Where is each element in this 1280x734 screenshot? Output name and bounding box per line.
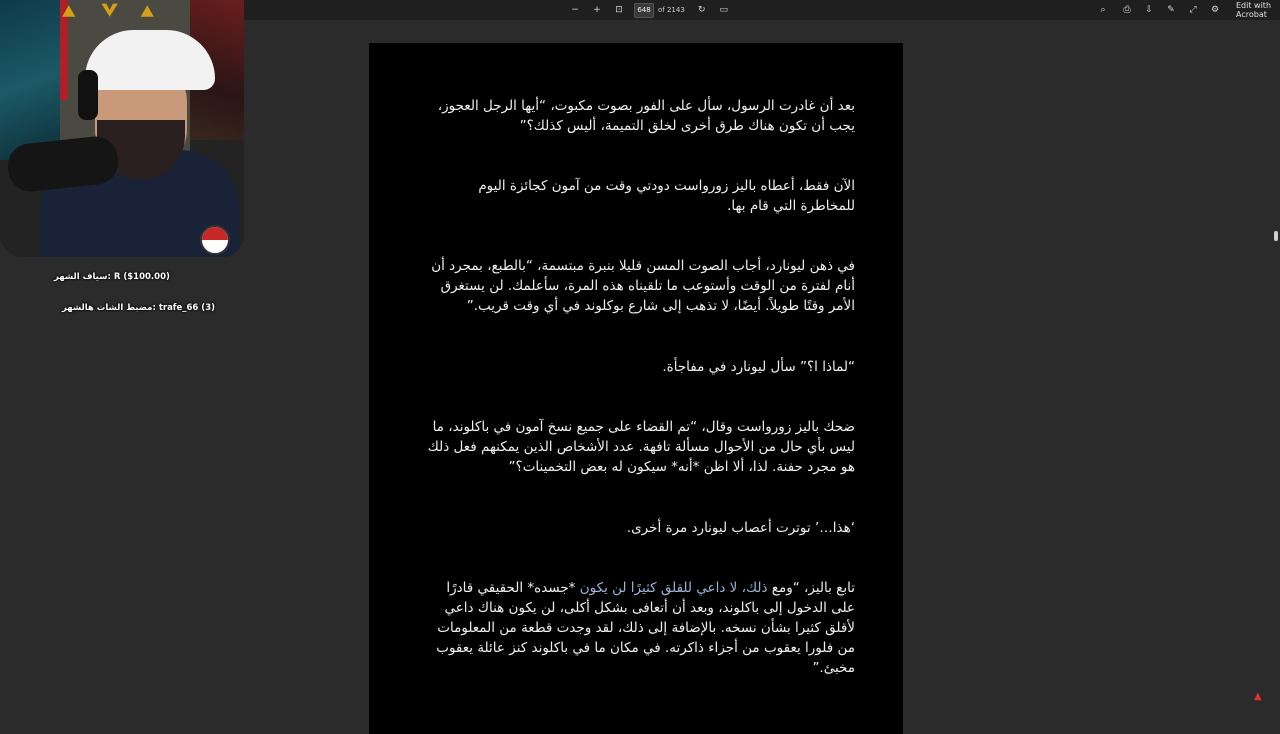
top-donor-label: R ($100.00) :سياف الشهر <box>54 272 170 282</box>
paragraph-last <box>421 578 855 678</box>
paragraph-text: تابع باليز، “ومع <box>767 580 855 596</box>
expand-icon[interactable]: ⤢ <box>1189 5 1197 15</box>
zoom-in-icon[interactable]: + <box>593 5 601 15</box>
rotate-icon[interactable]: ↻ <box>698 5 706 15</box>
export-icon[interactable]: ⇩ <box>1145 5 1153 15</box>
paragraph: في ذهن ليونارد، أجاب الصوت المسن قليلا بنبرة مبتسمة، “بالطبع، بمجرد أن أنام لفترة من الوقت وأستوعب ما تلقيناه هذه المرة، سأعلمك. لن يستغرق الأمر وقتًا طويلاً. أيضًا، لا تذهب إلى شارع بوكلوند في أي وقت قريب.” <box>431 258 855 314</box>
webcam-overlay <box>0 0 244 257</box>
pdf-page <box>369 43 903 734</box>
paragraph: “لماذا ا؟” سأل ليونارد في مفاجأة. <box>662 359 855 375</box>
print-icon[interactable]: ⎙ <box>1123 5 1131 15</box>
headphone <box>78 70 98 120</box>
paragraph: ‘هذا…’ توترت أعصاب ليونارد مرة أخرى. <box>626 520 855 536</box>
search-icon[interactable]: ⌕ <box>1100 5 1106 15</box>
page-number-input[interactable] <box>634 3 654 18</box>
paragraph: بعد أن غادرت الرسول، سأل على الفور بصوت مكبوت، “أيها الرجل العجوز، يجب أن تكون هناك طرق أخرى لخلق التميمة، أليس كذلك؟” <box>437 98 855 134</box>
page-total: of 2143 <box>658 6 685 14</box>
edit-with-acrobat-button[interactable]: Edit with Acrobat <box>1236 1 1272 19</box>
top-chatter-label: trafe_66 (3) :مضبط الشات هالشهر <box>62 303 215 313</box>
page-view-icon[interactable]: ▭ <box>719 5 729 15</box>
paragraph-text: *جسده* الحقيقي قادرًا على الدخول إلى باكلوند، وبعد أن أتعافى بشكل أكلى، لن يكون هناك داعي لأقلق كثيرا بشأن نسخه. بالإضافة إلى ذلك، لقد وجدت قطعة من المعلومات من فلورا يعقوب من أجزاء ذاكرته. في مكان ما في باكلوند كنز عائلة يعقوب مخبئ.” <box>436 580 855 676</box>
scrollbar-thumb[interactable] <box>1274 231 1278 241</box>
settings-icon[interactable]: ⚙ <box>1210 5 1220 15</box>
person-cap <box>85 30 215 90</box>
edit-icon[interactable]: ✎ <box>1167 5 1175 15</box>
paragraph: الآن فقط، أعطاه باليز زورواست دودتي وقت من آمون كجائزة اليوم للمخاطرة التي قام بها. <box>478 178 855 214</box>
scrollbar[interactable] <box>1272 20 1280 720</box>
acrobat-logo-icon: ▲ <box>1254 691 1262 702</box>
zoom-out-icon[interactable]: − <box>571 5 579 15</box>
highlighted-text: ذلك، لا داعي للقلق كثيرًا لن يكون <box>579 580 768 596</box>
logo-badge-icon <box>200 225 230 255</box>
crown-logo-icon <box>48 2 168 20</box>
paragraph: ضحك باليز زورواست وقال، “تم القضاء على جميع نسخ آمون في باكلوند، ما ليس بأي حال من الأحوال مسألة تافهة. عدد الأشخاص الذين يمكنهم فعل ذلك هو مجرد حفنة. لذا، ألا اظن *أنه* سيكون له بعض التخمينات؟” <box>427 419 855 475</box>
fit-page-icon[interactable]: ⊡ <box>615 5 623 15</box>
